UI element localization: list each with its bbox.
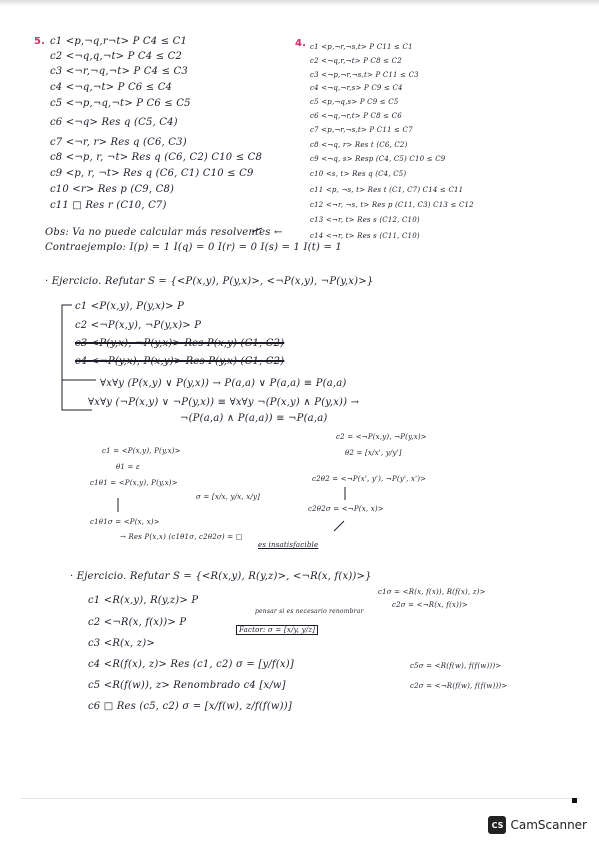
s4-line-9: c9 <¬q, s> Resp (C4, C5) C10 ≤ C9: [310, 155, 446, 163]
obs-line-1: Obs: Va no puede calcular más resolventes ←: [45, 227, 283, 238]
ex1-clause-2: c2 <¬P(x,y), ¬P(y,x)> P: [75, 320, 202, 331]
ex1-clause-1: c1 <P(x,y), P(y,x)> P: [75, 301, 185, 312]
section5-number: 5.: [34, 36, 46, 47]
page-bottom-rule: [20, 798, 580, 799]
ex1-left-4: σ = [x/x, y/x, x/y]: [196, 493, 261, 501]
ex2-clause-6: c6 □ Res (c5, c2) σ = [x/f(w), z/f(f(w))]: [88, 701, 292, 712]
ex1-right-2: θ2 = [x/x', y/y']: [345, 449, 402, 457]
s5-line-6: c6 <¬q> Res q (C5, C4): [50, 117, 178, 128]
scan-top-edge: [0, 0, 599, 6]
s5-line-11: c11 □ Res r (C10, C7): [50, 200, 167, 211]
ex2-clause-3: c3 <R(x, z)>: [88, 638, 155, 649]
s5-line-7: c7 <¬r, r> Res q (C6, C3): [50, 137, 187, 148]
s4-line-11: c11 <p, ¬s, t> Res t (C1, C7) C14 ≤ C11: [310, 186, 464, 194]
ex1-left-2: θ1 = ε: [116, 463, 140, 471]
ex2-title: · Ejercicio. Refutar S = {<R(x,y), R(y,z)>, <¬R(x, f(x))>}: [70, 571, 372, 582]
s4-line-8: c8 <¬q, r> Res t (C6, C2): [310, 141, 408, 149]
s5-line-2: c2 <¬q,q,¬t> P C4 ≤ C2: [50, 51, 183, 62]
section4-number: 4.: [295, 38, 307, 49]
ex2-right-2: c2σ = <¬R(x, f(x))>: [392, 601, 468, 609]
camscanner-text: CamScanner: [510, 818, 587, 832]
ex1-derivation-3: ¬(P(a,a) ∧ P(a,a)) ≡ ¬P(a,a): [180, 413, 328, 424]
ex2-right-4: c2σ = <¬R(f(w), f(f(w)))>: [410, 682, 508, 690]
s5-line-1: c1 <p,¬q,r¬t> P C4 ≤ C1: [50, 36, 188, 47]
ex1-title: · Ejercicio. Refutar S = {<P(x,y), P(y,x)>, <¬P(x,y), ¬P(y,x)>}: [45, 276, 374, 287]
obs-line-2: Contraejemplo: I(p) = 1 I(q) = 0 I(r) = 0 I(s) = 1 I(t) = 1: [45, 242, 342, 253]
s4-line-6: c6 <¬q,¬r,t> P C8 ≤ C6: [310, 112, 402, 120]
ex1-left-6: → Res P(x,x) (c1θ1σ, c2θ2σ) = □: [120, 533, 243, 541]
ex1-clause-3: c3 <P(y,x), ¬P(y,x)> Res P(x,y) (C1, C2): [75, 338, 285, 349]
s4-line-5: c5 <p,¬q,s> P C9 ≤ C5: [310, 98, 399, 106]
ex1-left-3: c1θ1 = <P(x,y), P(y,x)>: [90, 479, 178, 487]
s4-line-10: c10 <s, t> Res q (C4, C5): [310, 170, 407, 178]
ex1-left-1: c1 = <P(x,y), P(y,x)>: [102, 447, 181, 455]
s4-line-1: c1 <p,¬r,¬s,t> P C11 ≤ C1: [310, 43, 413, 51]
s5-line-5: c5 <¬p,¬q,¬t> P C6 ≤ C5: [50, 98, 191, 109]
s5-line-4: c4 <¬q,¬t> P C6 ≤ C4: [50, 82, 173, 93]
ex2-right-1: c1σ = <R(x, f(x)), R(f(x), z)>: [378, 588, 486, 596]
s5-line-3: c3 <¬r,¬q,¬t> P C4 ≤ C3: [50, 66, 188, 77]
ex2-rename-note: pensar si es necesario renombrar: [255, 608, 364, 615]
s5-line-8: c8 <¬p, r, ¬t> Res q (C6, C2) C10 ≤ C8: [50, 152, 263, 163]
ex2-clause-2: c2 <¬R(x, f(x))> P: [88, 617, 187, 628]
ex2-factor-note: Factor: σ = [x/y, y/z]: [236, 626, 318, 634]
s4-line-7: c7 <p,¬r,¬s,t> P C11 ≤ C7: [310, 126, 413, 134]
s4-line-12: c12 <¬r, ¬s, t> Res p (C11, C3) C13 ≤ C12: [310, 201, 474, 209]
scan-corner-mark: [572, 798, 577, 803]
s4-line-2: c2 <¬q,r,¬t> P C8 ≤ C2: [310, 57, 402, 65]
ex1-left-5: c1θ1σ = <P(x, x)>: [90, 518, 160, 526]
camscanner-logo-icon: CS: [488, 816, 506, 834]
ex1-right-3: c2θ2 = <¬P(x', y'), ¬P(y', x')>: [312, 475, 427, 483]
ex1-right-1: c2 = <¬P(x,y), ¬P(y,x)>: [336, 433, 427, 441]
arrow-merge: [334, 521, 344, 531]
ex2-clause-1: c1 <R(x,y), R(y,z)> P: [88, 595, 199, 606]
ex1-right-4: c2θ2σ = <¬P(x, x)>: [308, 505, 384, 513]
ex1-derivation-1: ∀x∀y (P(x,y) ∨ P(y,x)) → P(a,a) ∨ P(a,a) ≡ P(a,a): [100, 378, 347, 389]
s4-line-4: c4 <¬q,¬r,s> P C9 ≤ C4: [310, 84, 403, 92]
s4-line-3: c3 <¬p,¬r,¬s,t> P C11 ≤ C3: [310, 71, 419, 79]
s4-line-13: c13 <¬r, t> Res s (C12, C10): [310, 216, 420, 224]
s4-line-14: c14 <¬r, t> Res s (C11, C10): [310, 232, 420, 240]
ex1-clause-4: c4 <¬P(y,x), P(x,y)> Res P(y,x) (C1, C2): [75, 356, 285, 367]
ex2-clause-4: c4 <R(f(x), z)> Res (c1, c2) σ = [y/f(x)]: [88, 659, 294, 670]
ex1-derivation-2: ∀x∀y (¬P(x,y) ∨ ¬P(y,x)) ≡ ∀x∀y ¬(P(x,y) ∧ P(y,x)) →: [88, 397, 360, 408]
camscanner-watermark: [488, 816, 587, 834]
s5-line-9: c9 <p, r, ¬t> Res q (C6, C1) C10 ≤ C9: [50, 168, 254, 179]
ex1-unsat-note: es insatisfacible: [258, 541, 319, 549]
s5-line-10: c10 <r> Res p (C9, C8): [50, 184, 175, 195]
ex2-clause-5: c5 <R(f(w)), z> Renombrado c4 [x/w]: [88, 680, 286, 691]
ex2-right-3: c5σ = <R(f(w), f(f(w)))>: [410, 662, 502, 670]
